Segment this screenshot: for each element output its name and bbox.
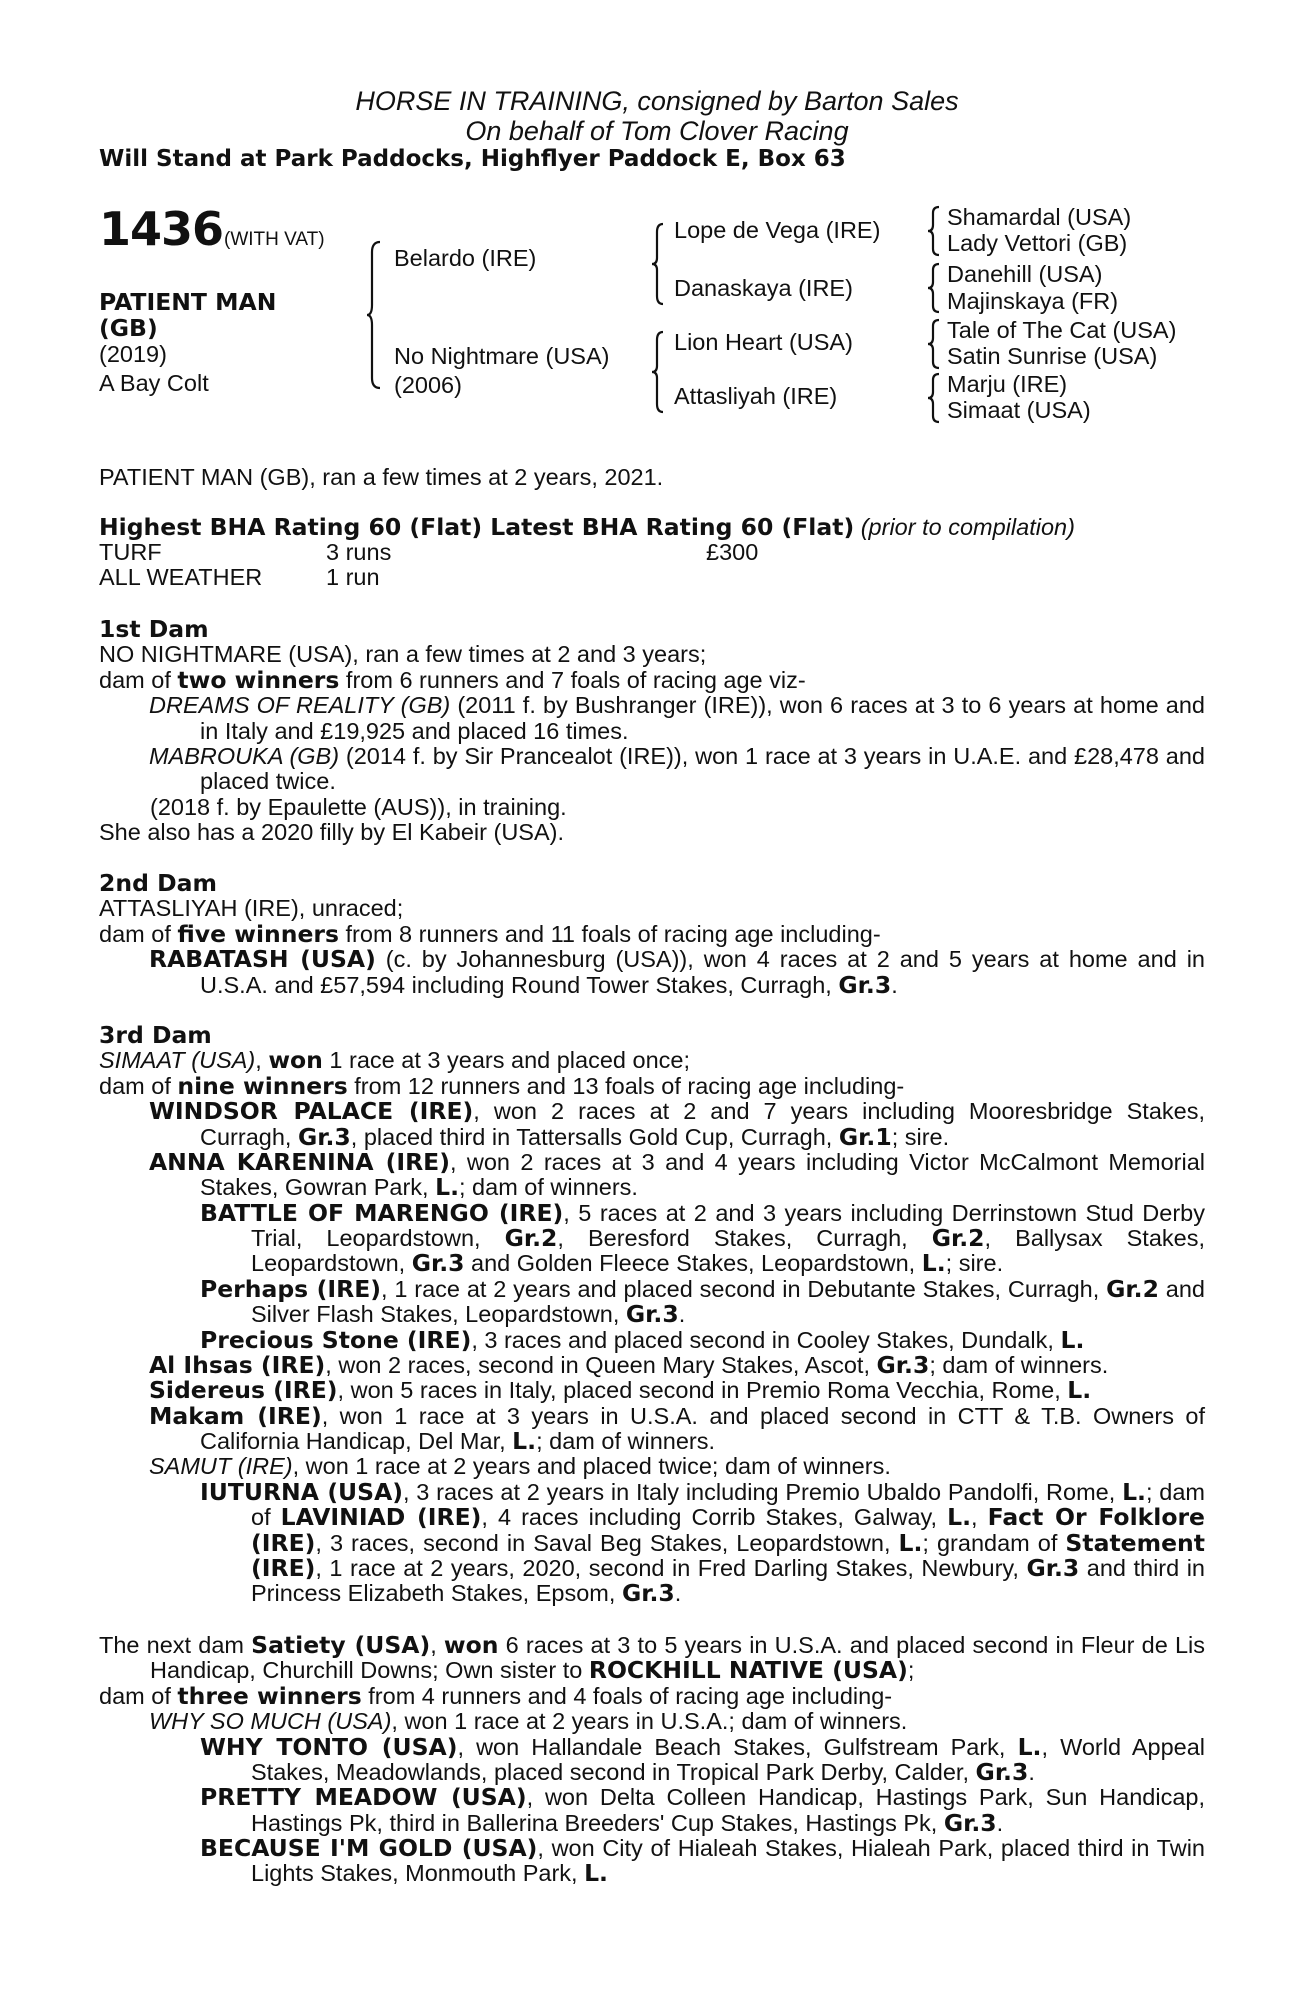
pedigree-brace [366,240,382,390]
dam-dam: Attasliyah (IRE) [674,383,838,409]
second-dam-heading: 2nd Dam [99,869,217,897]
produce-battle-of-marengo: BATTLE OF MARENGO (IRE), 5 races at 2 and 3 years including Derrinstown Stud Derby Trial, Leopardstown, Gr.2, Beresford Stakes, Curragh, Gr.2, Ballysax Stakes, Leopardstown, Gr.3 and Golden Fleece Stakes, Leopardstown, L.; sire. [200,1198,1205,1278]
consignor-line: HORSE IN TRAINING, consigned by Barton Sales [355,86,959,116]
sire-brace [651,222,665,306]
horse-name: PATIENT MAN [99,288,277,316]
produce-2018: (2018 f. by Epaulette (AUS)), in training. [150,793,567,820]
produce-precious-stone: Precious Stone (IRE), 3 races and placed second in Cooley Stakes, Dundalk, L. [200,1325,1085,1354]
lot-number: 1436 [99,202,224,256]
first-dam-heading: 1st Dam [99,615,209,643]
next-dam-section [99,1633,1205,1887]
second-dam-line: ATTASLIYAH (IRE), unraced; [99,895,404,922]
turf-runs: 3 runs [326,539,392,565]
second-dam-produce-line: dam of five winners from 8 runners and 11 foals of racing age including- [99,919,881,948]
produce-makam: Makam (IRE), won 1 race at 3 years in U.S.A. and placed second in CTT & T.B. Owners of California Handicap, Del Mar, L.; dam of winners. [149,1401,1205,1455]
gg-dam-sire-dam: Satin Sunrise (USA) [947,343,1158,369]
produce-sidereus: Sidereus (IRE), won 5 races in Italy, placed second in Premio Roma Vecchia, Rome, L. [149,1376,1092,1405]
produce-anna-karenina: ANNA KARENINA (IRE), won 2 races at 3 and 4 years including Victor McCalmont Memorial Stakes, Gowran Park, L.; dam of winners. [149,1147,1205,1202]
sire: Belardo (IRE) [394,245,537,271]
gg-brace-2 [927,262,941,314]
gg-brace-4 [927,372,941,424]
sire-sire: Lope de Vega (IRE) [674,217,881,243]
dam-year: (2006) [394,372,462,398]
gg-sire-sire-dam: Lady Vettori (GB) [947,230,1128,256]
gg-sire-dam-sire: Danehill (USA) [947,261,1103,287]
gg-brace-3 [927,318,941,370]
first-dam-line: NO NIGHTMARE (USA), ran a few times at 2 and 3 years; [99,641,707,668]
third-dam-heading: 3rd Dam [99,1021,212,1049]
produce-why-tonto: WHY TONTO (USA), won Hallandale Beach Stakes, Gulfstream Park, L., World Appeal Stakes, Meadowlands, placed second in Tropical Park Derby, Calder, Gr.3. [200,1732,1205,1786]
first-dam-section [99,617,1205,845]
rating-line [99,515,1075,540]
produce-because-im-gold: BECAUSE I'M GOLD (USA), won City of Hialeah Stakes, Hialeah Park, placed third in Twin Lights Stakes, Monmouth Park, L. [200,1834,1205,1888]
produce-samut: SAMUT (IRE), won 1 race at 2 years and placed twice; dam of winners. [149,1453,891,1480]
first-dam-produce-line: dam of two winners from 6 runners and 7 foals of racing age viz- [99,665,806,694]
horse-origin: (GB) [99,314,158,342]
turf-label: TURF [99,539,162,565]
rating-note: (prior to compilation) [860,514,1075,540]
second-dam-section [99,871,1205,998]
race-summary: PATIENT MAN (GB), ran a few times at 2 years, 2021. [99,464,664,490]
horse-description: A Bay Colt [99,370,209,396]
dam-brace [651,330,665,414]
produce-why-so-much: WHY SO MUCH (USA), won 1 race at 2 years in U.S.A.; dam of winners. [149,1708,908,1735]
dam-sire: Lion Heart (USA) [674,329,853,355]
aw-runs: 1 run [326,564,380,590]
produce-mabrouka: MABROUKA (GB) (2014 f. by Sir Prancealot (IRE)), won 1 race at 3 years in U.A.E. and £28,478 and placed twice. [149,742,1205,795]
gg-dam-dam-sire: Marju (IRE) [947,371,1068,397]
third-dam-line: SIMAAT (USA), won 1 race at 3 years and placed once; [99,1046,691,1075]
rating-text: Highest BHA Rating 60 (Flat) Latest BHA Rating 60 (Flat) [99,513,855,541]
dam: No Nightmare (USA) [394,343,610,369]
location-line: Will Stand at Park Paddocks, Highflyer Paddock E, Box 63 [99,146,846,172]
gg-sire-sire-sire: Shamardal (USA) [947,204,1132,230]
produce-al-ihsas: Al Ihsas (IRE), won 2 races, second in Queen Mary Stakes, Ascot, Gr.3; dam of winners. [149,1350,1109,1379]
gg-dam-sire-sire: Tale of The Cat (USA) [947,317,1177,343]
on-behalf-line: On behalf of Tom Clover Racing [465,116,849,146]
produce-pretty-meadow: PRETTY MEADOW (USA), won Delta Colleen Handicap, Hastings Park, Sun Handicap, Hastings Pk, third in Ballerina Breeders' Cup Stakes, Hastings Pk, Gr.3. [200,1783,1206,1837]
third-dam-produce-line: dam of nine winners from 12 runners and 13 foals of racing age including- [99,1071,905,1100]
next-dam-line: The next dam Satiety (USA), won 6 races at 3 to 5 years in U.S.A. and placed second in Fleur de Lis Handicap, Churchill Downs; Own sister to ROCKHILL NATIVE (USA); [99,1631,1205,1685]
turf-prize: £300 [706,539,759,565]
produce-perhaps: Perhaps (IRE), 1 race at 2 years and placed second in Debutante Stakes, Curragh, Gr.2 and Silver Flash Stakes, Leopardstown, Gr.3. [200,1274,1205,1329]
horse-year: (2019) [99,341,167,367]
third-dam-section [99,1023,1205,1607]
produce-iuturna: IUTURNA (USA), 3 races at 2 years in Italy including Premio Ubaldo Pandolfi, Rome, L.; dam of LAVINIAD (IRE), 4 races including Corrib Stakes, Galway, L., Fact Or Folklore (IRE), 3 races, second in Saval Beg Stakes, Leopardstown, L.; grandam of Statement (IRE), 1 race at 2 years, 2020, second in Fred Darling Stakes, Newbury, Gr.3 and third in Princess Elizabeth Stakes, Epsom, Gr.3. [200,1477,1205,1608]
next-dam-produce-line: dam of three winners from 4 runners and 4 foals of racing age including- [99,1681,893,1710]
produce-windsor-palace: WINDSOR PALACE (IRE), won 2 races at 2 and 7 years including Mooresbridge Stakes, Curragh, Gr.3, placed third in Tattersalls Gold Cup, Curragh, Gr.1; sire. [149,1097,1205,1151]
produce-rabatash: RABATASH (USA) (c. by Johannesburg (USA)), won 4 races at 2 and 5 years at home and in U.S.A. and £57,594 including Round Tower Stakes, Curragh, Gr.3. [149,945,1205,999]
sire-dam: Danaskaya (IRE) [674,275,853,301]
produce-2020-filly: She also has a 2020 filly by El Kabeir (USA). [99,819,565,845]
aw-label: ALL WEATHER [99,564,263,590]
gg-sire-dam-dam: Majinskaya (FR) [947,288,1119,314]
gg-brace-1 [927,205,941,257]
gg-dam-dam-dam: Simaat (USA) [947,397,1091,423]
vat-note: (WITH VAT) [224,229,325,250]
produce-dreams-of-reality: DREAMS OF REALITY (GB) (2011 f. by Bushranger (IRE)), won 6 races at 3 to 6 years at home and in Italy and £19,925 and placed 16 times. [149,692,1205,744]
